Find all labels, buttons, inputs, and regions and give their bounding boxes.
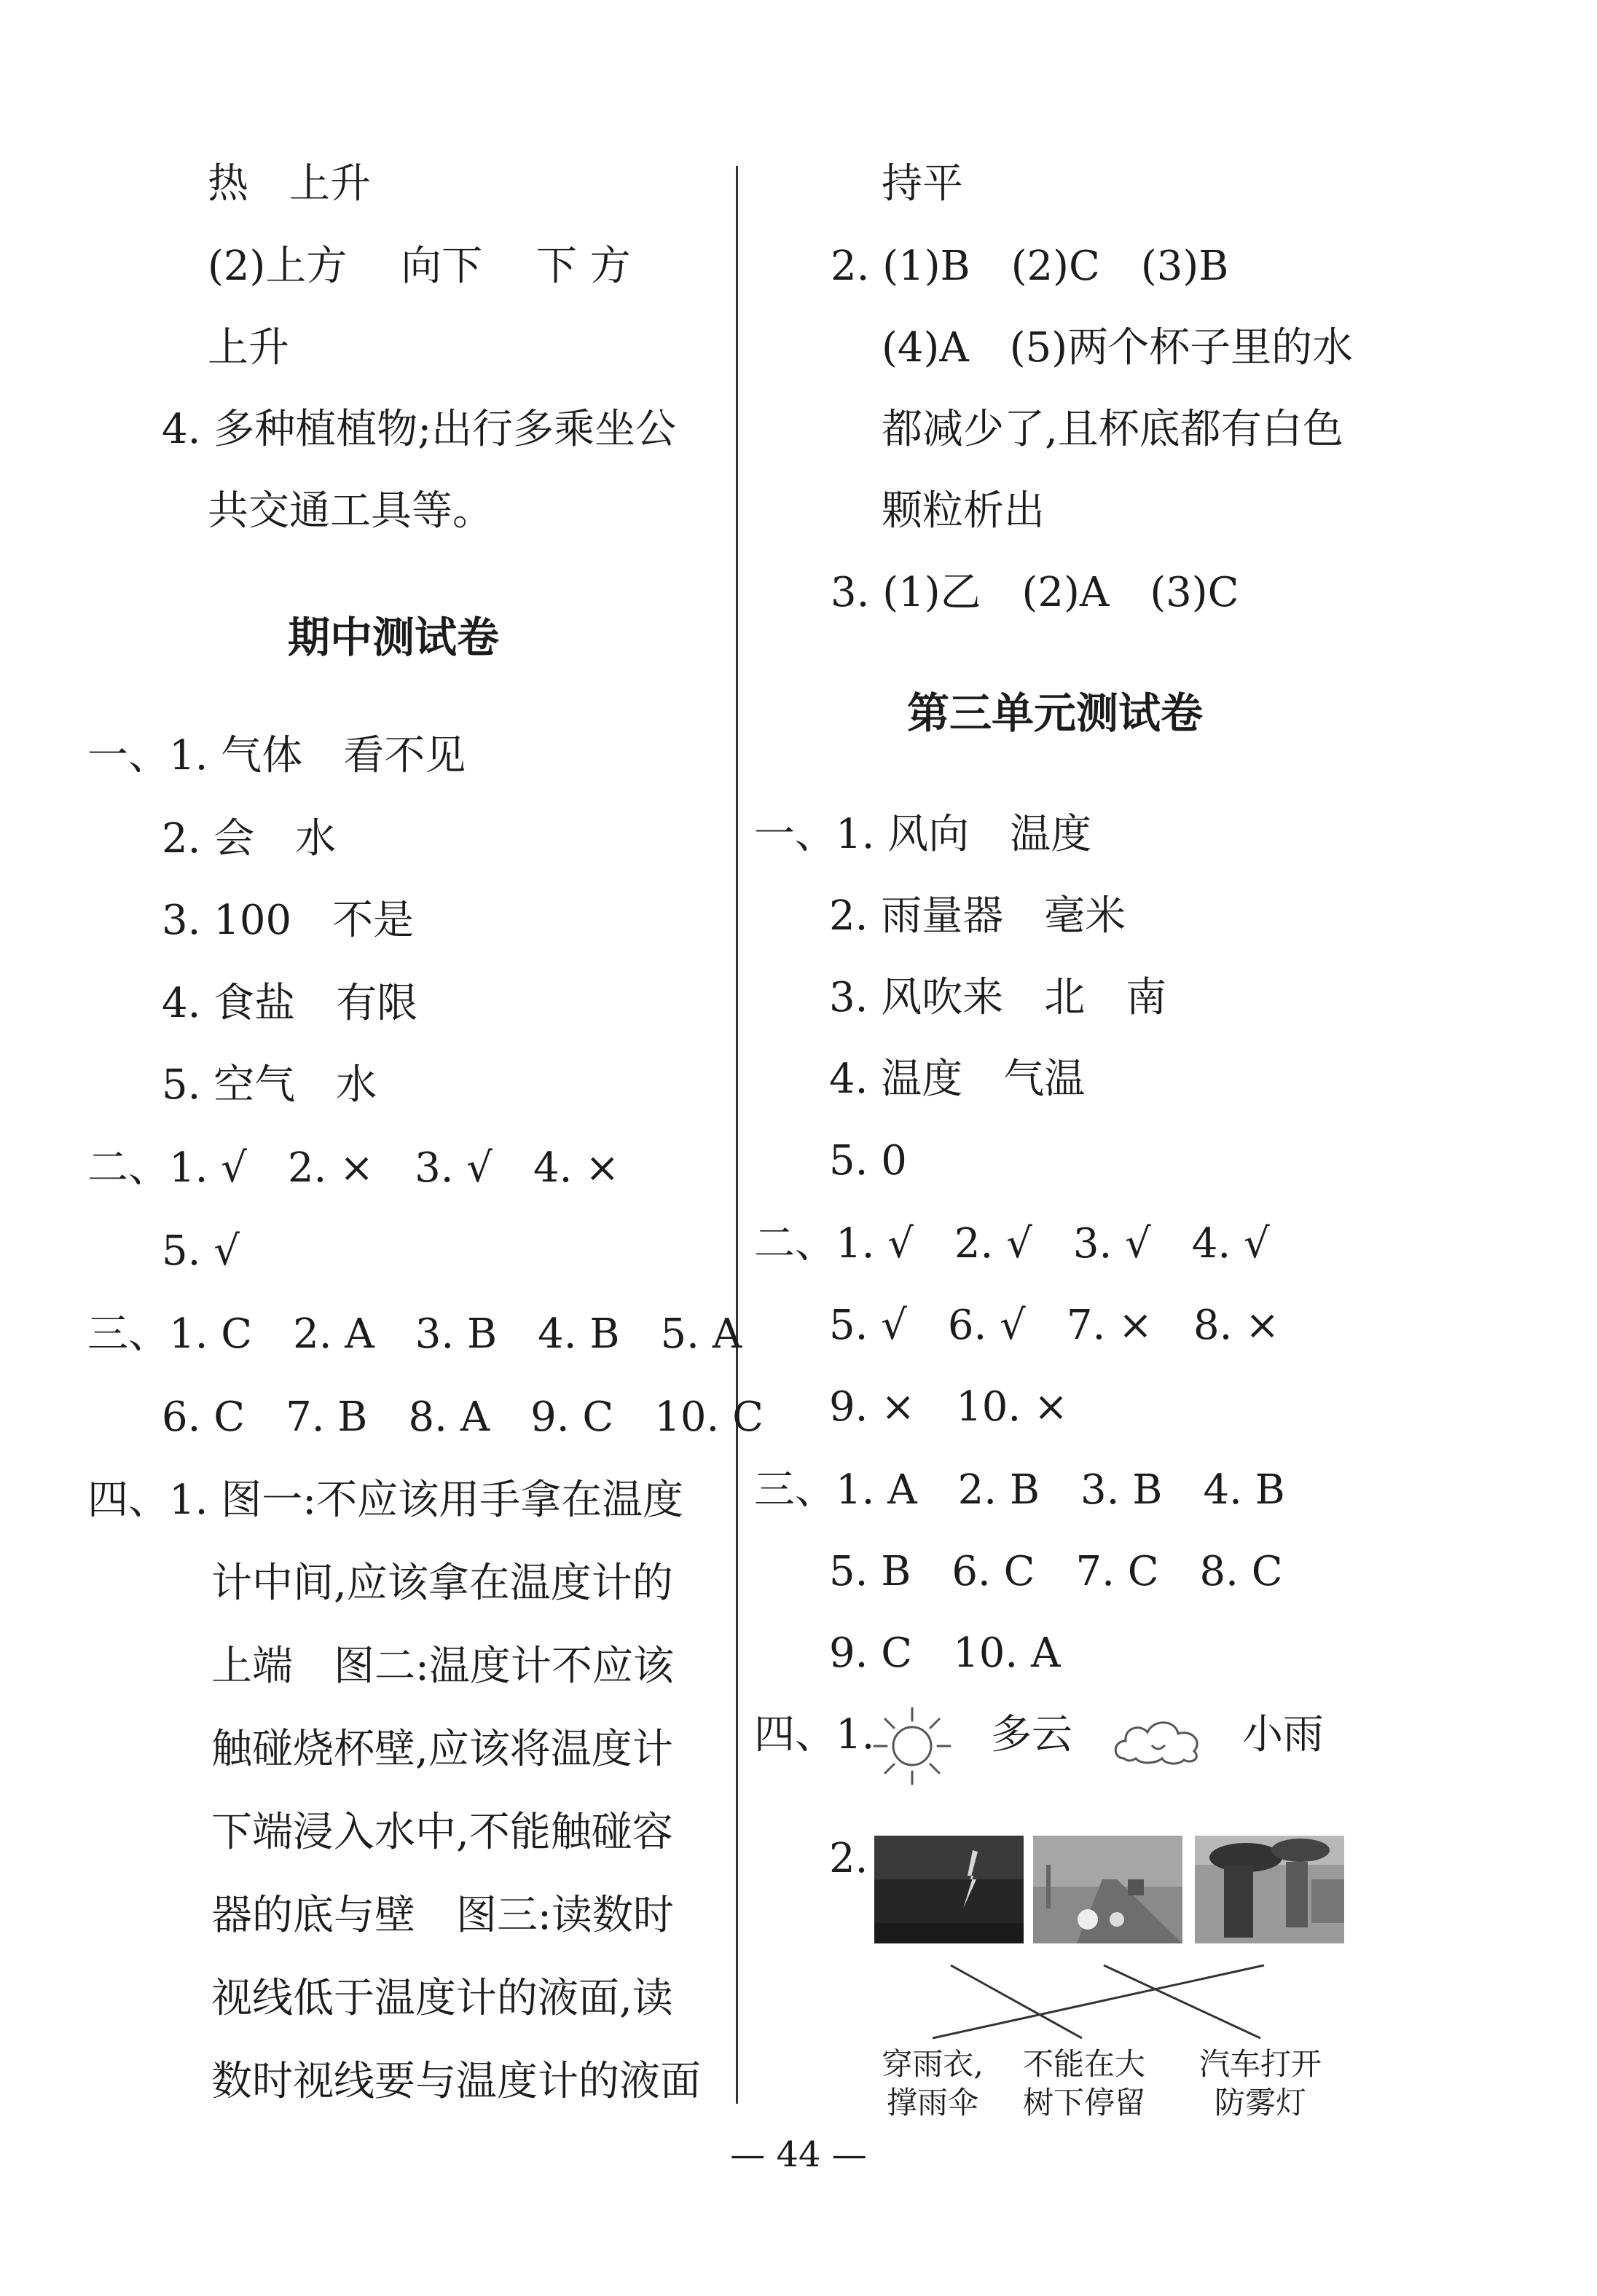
cloudy-label: 多云 [991, 1711, 1072, 1758]
caption-fog-light-line2: 防雾灯 [1214, 2084, 1306, 2120]
left-q4-line2: 共交通工具等。 [208, 487, 493, 535]
left-s4-3: 上端 图二:温度计不应该 [211, 1643, 674, 1690]
left-s4-1: 四、1. 图一:不应该用手拿在温度 [87, 1477, 684, 1524]
caption-fog-light [1195, 2045, 1326, 2122]
matching-line-2 [1104, 1965, 1260, 2038]
right-q2-line2: (4)A (5)两个杯子里的水 [882, 324, 1354, 371]
left-s4-6: 器的底与壁 图三:读数时 [211, 1892, 674, 1939]
left-s4-7: 视线低于温度计的液面,读 [211, 1975, 673, 2022]
right-s1-5: 5. 0 [829, 1137, 907, 1184]
left-s1-5: 5. 空气 水 [162, 1061, 377, 1109]
left-cont-line2: (2)上方 向下 下 方 [208, 243, 631, 290]
matching-line-1 [951, 1965, 1082, 2038]
column-divider [736, 166, 738, 2104]
right-s2-3: 9. × 10. × [829, 1383, 1068, 1431]
right-s1-2: 2. 雨量器 毫米 [829, 892, 1126, 940]
right-q2-line4: 颗粒析出 [882, 487, 1045, 535]
sun-icon [871, 1705, 954, 1788]
left-s1-4: 4. 食盐 有限 [162, 980, 418, 1027]
matching-line-3 [933, 1965, 1264, 2038]
left-cont-line3: 上升 [208, 324, 289, 371]
fog-road-photo [1033, 1836, 1182, 1943]
right-s1-1: 一、1. 风向 温度 [754, 811, 1092, 858]
left-s3-2: 6. C 7. B 8. A 9. C 10. C [162, 1393, 764, 1441]
right-q2-line1: 2. (1)B (2)C (3)B [831, 243, 1229, 290]
right-cont-line1: 持平 [882, 160, 963, 208]
caption-fog-light-line1: 汽车打开 [1198, 2046, 1322, 2082]
light-rain-label: 小雨 [1242, 1711, 1324, 1758]
caption-tree-line1: 不能在大 [1022, 2046, 1145, 2082]
left-s3-1: 三、1. C 2. A 3. B 4. B 5. A [87, 1310, 742, 1358]
caption-tree [1019, 2045, 1150, 2122]
left-s4-5: 下端浸入水中,不能触碰容 [211, 1809, 673, 1856]
left-s4-8: 数时视线要与温度计的液面 [211, 2058, 701, 2105]
right-s4-prefix: 四、1. [754, 1711, 875, 1758]
matching-lines [871, 1959, 1351, 2043]
caption-raincoat [871, 2045, 994, 2122]
left-s2-1: 二、1. √ 2. × 3. √ 4. × [87, 1144, 620, 1192]
left-s1-3: 3. 100 不是 [162, 897, 415, 944]
caption-tree-line2: 树下停留 [1022, 2084, 1145, 2120]
right-s4-q2: 2. [829, 1835, 868, 1882]
midterm-section-title: 期中测试卷 [288, 613, 500, 662]
left-cont-line1: 热 上升 [208, 160, 371, 208]
right-s1-4: 4. 温度 气温 [829, 1055, 1086, 1103]
left-s4-4: 触碰烧杯壁,应该将温度计 [211, 1726, 673, 1773]
right-q3-line1: 3. (1)乙 (2)A (3)C [831, 569, 1239, 616]
lightning-photo [874, 1836, 1024, 1943]
right-s3-1: 三、1. A 2. B 3. B 4. B [754, 1466, 1285, 1514]
left-s1-2: 2. 会 水 [162, 815, 337, 862]
right-s2-2: 5. √ 6. √ 7. × 8. × [829, 1302, 1280, 1349]
right-s3-2: 5. B 6. C 7. C 8. C [829, 1548, 1283, 1595]
left-s4-2: 计中间,应该拿在温度计的 [211, 1560, 673, 1607]
right-q2-line3: 都减少了,且杯底都有白色 [882, 406, 1343, 453]
page-number: — 44 — [730, 2134, 867, 2175]
left-s1-1: 一、1. 气体 看不见 [87, 732, 466, 779]
cloud-icon [1111, 1713, 1206, 1768]
caption-raincoat-line1: 穿雨衣, [882, 2046, 984, 2082]
rain-umbrella-photo [1195, 1836, 1344, 1943]
unit3-section-title: 第三单元测试卷 [907, 688, 1204, 738]
left-q4-line1: 4. 多种植植物;出行多乘坐公 [162, 406, 677, 453]
caption-raincoat-line2: 撑雨伞 [886, 2084, 978, 2120]
left-s2-2: 5. √ [162, 1227, 240, 1275]
right-s2-1: 二、1. √ 2. √ 3. √ 4. √ [754, 1220, 1270, 1267]
right-s3-3: 9. C 10. A [829, 1629, 1061, 1677]
right-s1-3: 3. 风吹来 北 南 [829, 974, 1167, 1021]
